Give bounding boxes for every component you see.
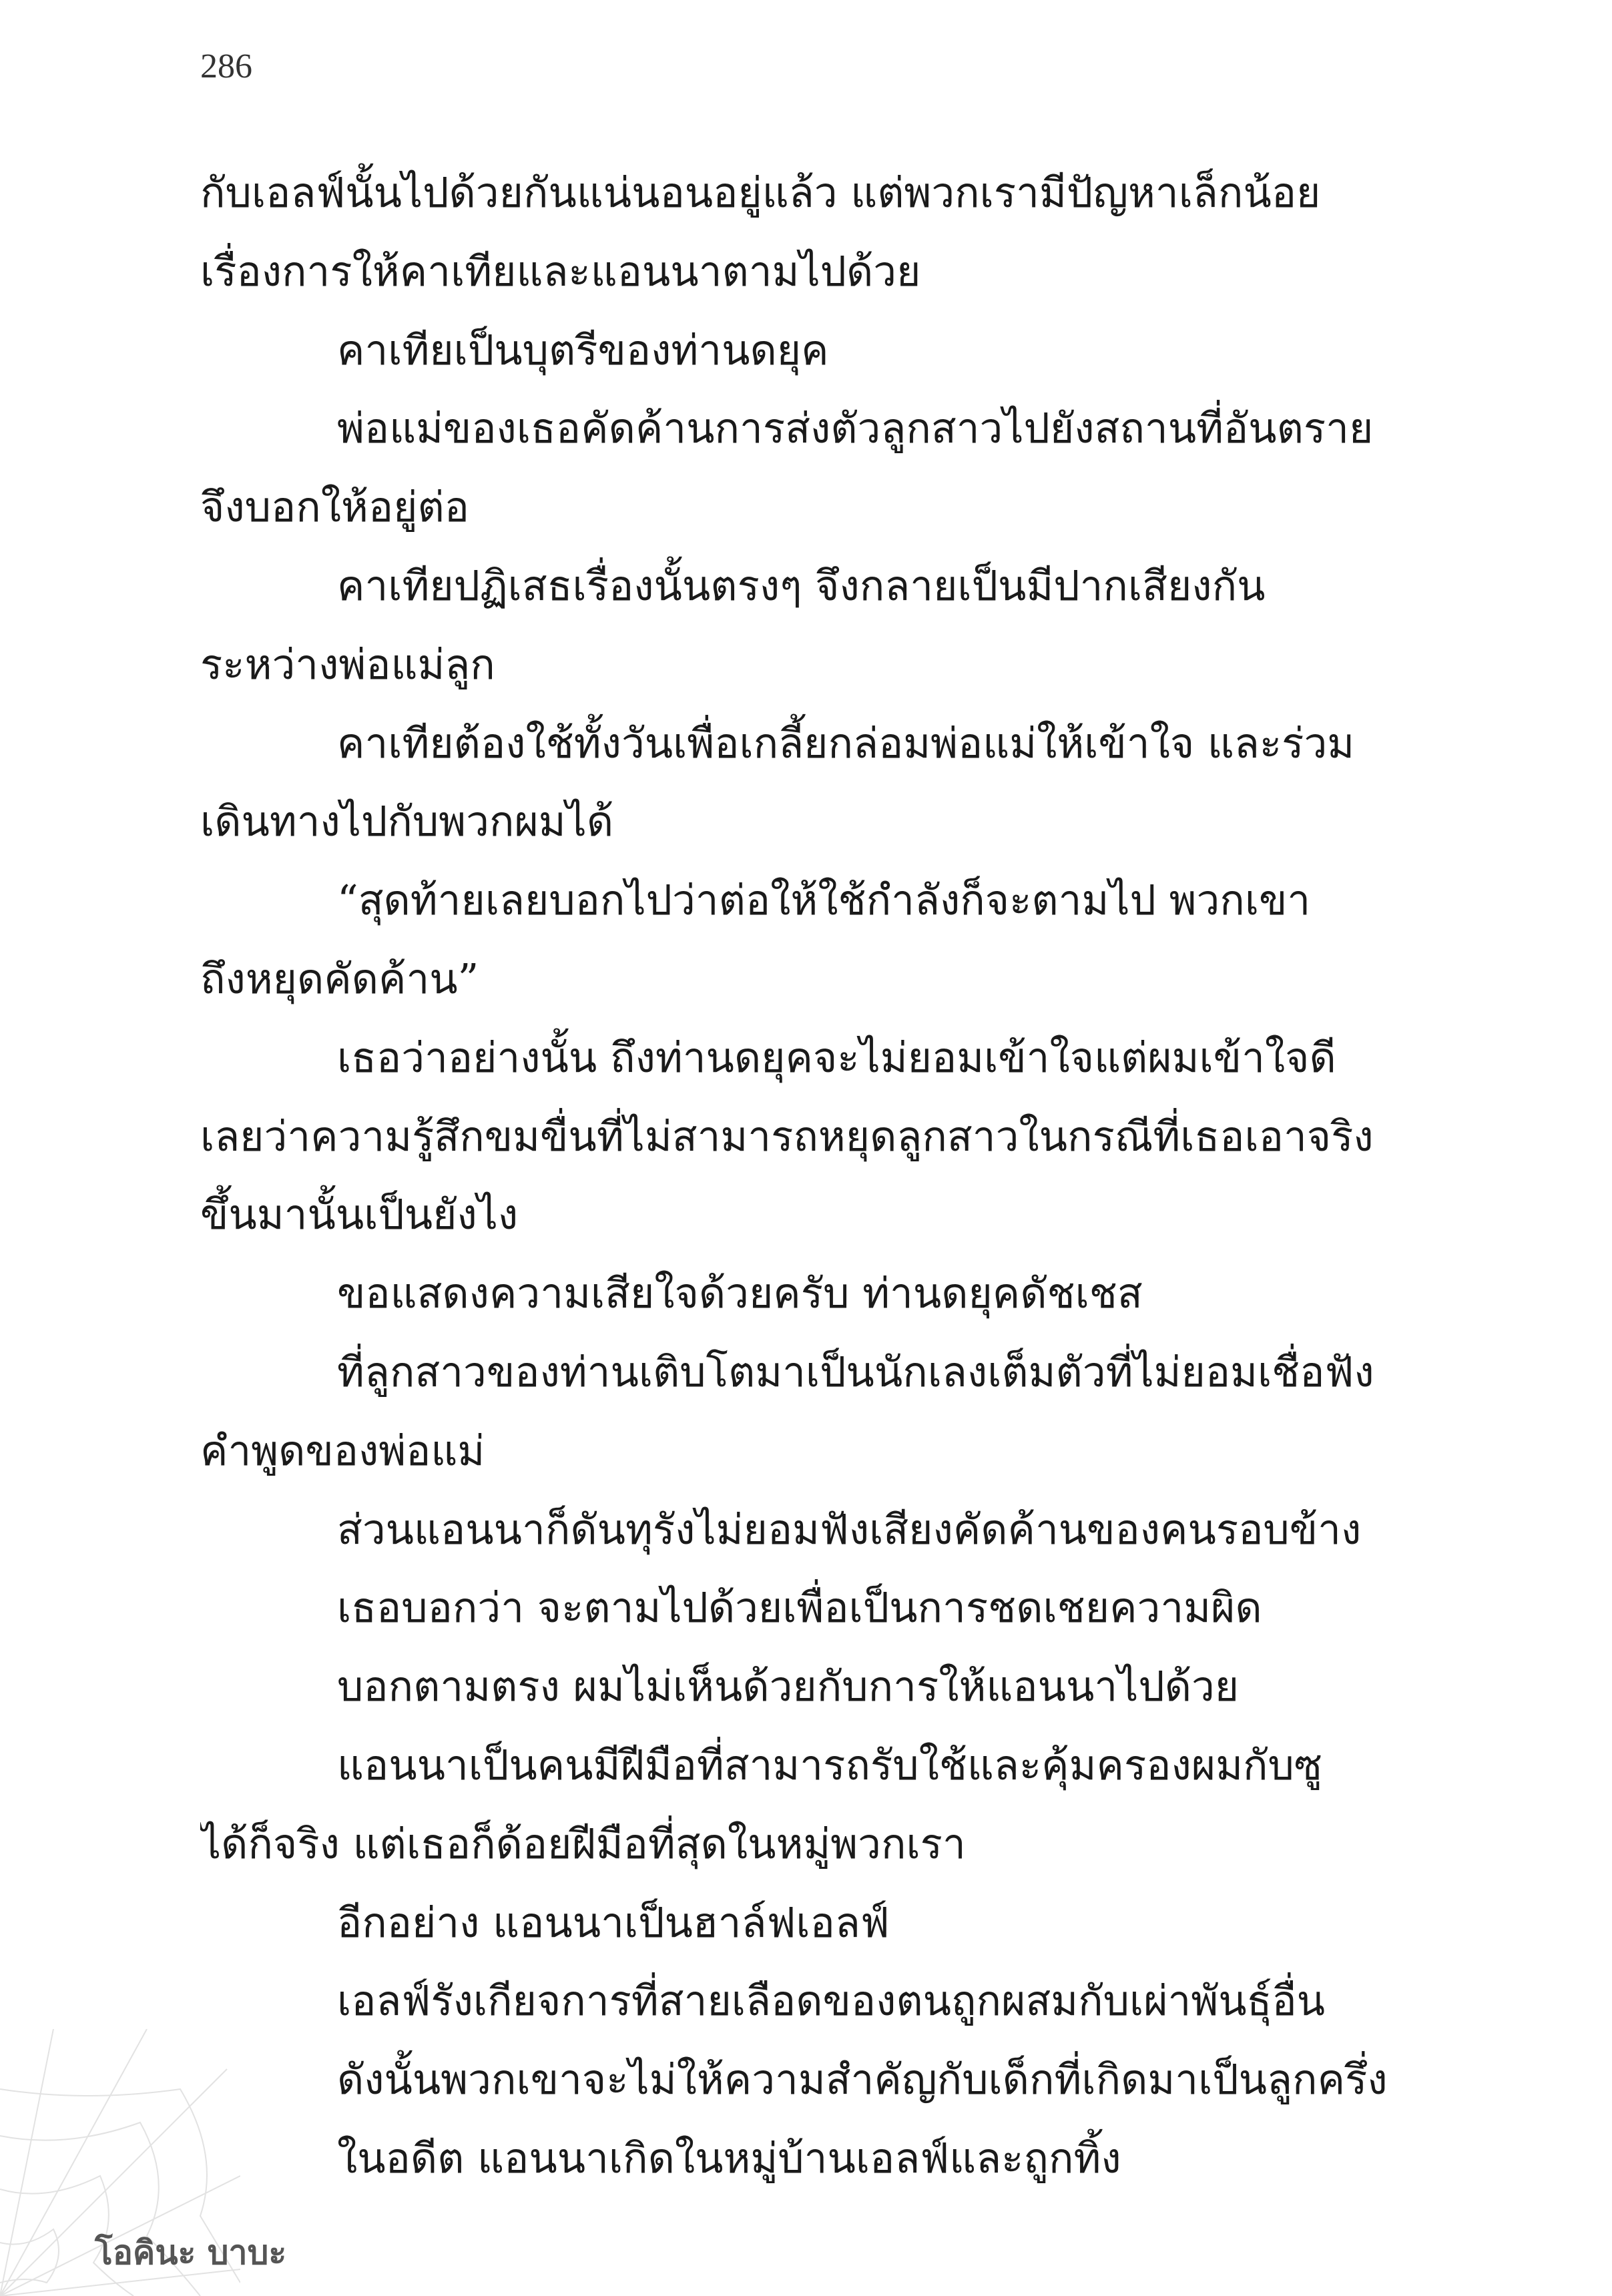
text-line: ในอดีต แอนนาเกิดในหมู่บ้านเอลฟ์และถูกทิ้ง: [337, 2133, 1121, 2183]
text-line: เธอบอกว่า จะตามไปด้วยเพื่อเป็นการชดเชยความผิด: [337, 1583, 1262, 1633]
body-text: [200, 154, 1408, 2198]
text-line: ขึ้นมานั้นเป็นยังไง: [200, 1190, 519, 1239]
text-line: จึงบอกให้อยู่ต่อ: [200, 483, 469, 532]
text-line: อีกอย่าง แอนนาเป็นฮาล์ฟเอลฟ์: [337, 1898, 890, 1947]
text-line: ดังนั้นพวกเขาจะไม่ให้ความสำคัญกับเด็กที่เกิดมาเป็นลูกครึ่ง: [337, 2055, 1388, 2104]
text-line: คาเทียปฏิเสธเรื่องนั้นตรงๆ จึงกลายเป็นมีปากเสียงกัน: [337, 561, 1266, 610]
text-line: ขอแสดงความเสียใจด้วยครับ ท่านดยุคดัชเชส: [337, 1269, 1143, 1318]
page-number: 286: [200, 47, 252, 85]
text-line: ที่ลูกสาวของท่านเติบโตมาเป็นนักเลงเต็มตัวที่ไม่ยอมเชื่อฟัง: [337, 1347, 1374, 1396]
text-line: แอนนาเป็นคนมีฝีมือที่สามารถรับใช้และคุ้มครองผมกับซู: [337, 1740, 1322, 1789]
text-line: คาเทียเป็นบุตรีของท่านดยุค: [337, 325, 829, 374]
text-line: เลยว่าความรู้สึกขมขื่นที่ไม่สามารถหยุดลูกสาวในกรณีที่เธอเอาจริง: [200, 1111, 1374, 1161]
text-line: คาเทียต้องใช้ทั้งวันเพื่อเกลี้ยกล่อมพ่อแม่ให้เข้าใจ และร่วม: [337, 718, 1355, 768]
author-name: โอคินะ บาบะ: [95, 2233, 287, 2272]
text-line: บอกตามตรง ผมไม่เห็นด้วยกับการให้แอนนาไปด้วย: [337, 1662, 1240, 1711]
text-line: เดินทางไปกับพวกผมได้: [200, 797, 614, 846]
text-line: กับเอลฟ์นั้นไปด้วยกันแน่นอนอยู่แล้ว แต่พวกเรามีปัญหาเล็กน้อย: [200, 168, 1321, 217]
text-line: คำพูดของพ่อแม่: [200, 1426, 485, 1475]
text-line: ถึงหยุดคัดค้าน”: [200, 954, 479, 1003]
text-line: ส่วนแอนนาก็ดันทุรังไม่ยอมฟังเสียงคัดค้านของคนรอบข้าง: [337, 1504, 1362, 1554]
text-line: เอลฟ์รังเกียจการที่สายเลือดของตนถูกผสมกับเผ่าพันธุ์อื่น: [337, 1976, 1326, 2026]
text-line: เธอว่าอย่างนั้น ถึงท่านดยุคจะไม่ยอมเข้าใจแต่ผมเข้าใจดี: [337, 1033, 1336, 1082]
text-line: เรื่องการให้คาเทียและแอนนาตามไปด้วย: [200, 246, 921, 296]
text-line: ได้ก็จริง แต่เธอก็ด้อยฝีมือที่สุดในหมู่พวกเรา: [200, 1819, 966, 1868]
text-line: พ่อแม่ของเธอคัดค้านการส่งตัวลูกสาวไปยังสถานที่อันตราย: [337, 404, 1374, 453]
text-line: ระหว่างพ่อแม่ลูก: [200, 639, 495, 689]
text-line: “สุดท้ายเลยบอกไปว่าต่อให้ใช้กำลังก็จะตามไป พวกเขา: [337, 876, 1311, 925]
